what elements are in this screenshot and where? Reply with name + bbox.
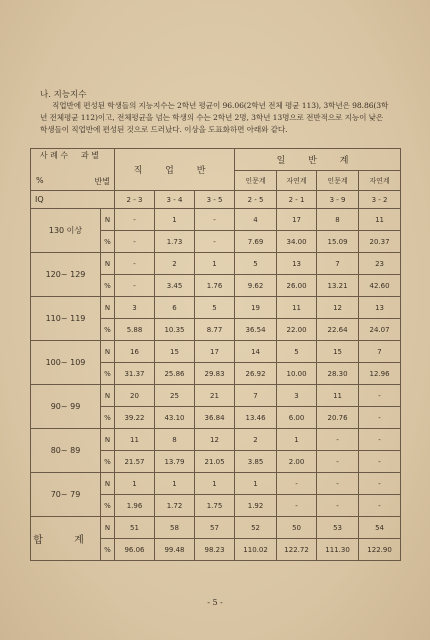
count-marker: N (101, 209, 115, 231)
iq-range-label: 90~ 99 (31, 385, 101, 429)
percent-cell: 29.83 (195, 363, 235, 385)
table-row (31, 429, 401, 451)
count-cell: 13 (359, 297, 401, 319)
class-header: 2 - 3 (115, 191, 155, 209)
percent-cell: 2.00 (277, 451, 317, 473)
page-number: - 5 - (207, 598, 223, 607)
percent-marker: % (101, 275, 115, 297)
count-marker: N (101, 341, 115, 363)
table-row (31, 209, 401, 231)
count-cell: 23 (359, 253, 401, 275)
count-marker: N (101, 385, 115, 407)
table-row (31, 297, 401, 319)
percent-cell: 31.37 (115, 363, 155, 385)
percent-cell: 3.85 (235, 451, 277, 473)
subheader-humanities-2: 인문계 (235, 171, 277, 191)
table-row (31, 473, 401, 495)
percent-cell: 1.75 (195, 495, 235, 517)
count-cell: - (317, 429, 359, 451)
percent-cell: 13.46 (235, 407, 277, 429)
count-cell: 53 (317, 517, 359, 539)
count-cell: - (277, 473, 317, 495)
count-cell: 13 (277, 253, 317, 275)
count-cell: 5 (235, 253, 277, 275)
percent-cell: 7.69 (235, 231, 277, 253)
iq-distribution-table (30, 148, 401, 561)
count-cell: 19 (235, 297, 277, 319)
percent-cell: 96.06 (115, 539, 155, 561)
percent-cell: 24.07 (359, 319, 401, 341)
class-header: 2 - 5 (235, 191, 277, 209)
count-cell: 12 (317, 297, 359, 319)
percent-marker: % (101, 539, 115, 561)
count-cell: 58 (155, 517, 195, 539)
percent-cell: 13.21 (317, 275, 359, 297)
count-cell: - (115, 253, 155, 275)
percent-cell: 12.96 (359, 363, 401, 385)
iq-range-label: 70~ 79 (31, 473, 101, 517)
count-cell: 1 (155, 473, 195, 495)
percent-cell: - (359, 451, 401, 473)
percent-cell: - (317, 451, 359, 473)
percent-cell: 8.77 (195, 319, 235, 341)
count-marker: N (101, 473, 115, 495)
count-cell: 1 (235, 473, 277, 495)
count-cell: 54 (359, 517, 401, 539)
count-cell: 1 (155, 209, 195, 231)
count-cell: 25 (155, 385, 195, 407)
corner-top-left: 사 례 수 (39, 151, 69, 160)
count-cell: 3 (115, 297, 155, 319)
percent-cell: 36.84 (195, 407, 235, 429)
count-cell: 7 (317, 253, 359, 275)
count-cell: 21 (195, 385, 235, 407)
percent-cell: - (277, 495, 317, 517)
body-paragraph: 직업반에 편성된 학생들의 지능지수는 2학년 평균이 96.06(2학년 전체 평균 113), 3학년은 98.86(3학년 전체평균 112)이고, 전체평균을 넘는 학생의 수는 2학년 2명, 3학년 13명으로 전반적으로 지능이 낮은 학생들이 직업반에 편성된 것으로 드러났다. 이상을 도표화하면 아래와 같다. (40, 101, 389, 134)
table-row (31, 517, 401, 539)
count-cell: 4 (235, 209, 277, 231)
count-cell: 12 (195, 429, 235, 451)
percent-cell: - (317, 495, 359, 517)
count-cell: 8 (317, 209, 359, 231)
count-cell: 50 (277, 517, 317, 539)
count-cell: 14 (235, 341, 277, 363)
percent-cell: 1.76 (195, 275, 235, 297)
count-cell: 5 (195, 297, 235, 319)
count-cell: 51 (115, 517, 155, 539)
section-heading: 나. 지능지수 (40, 90, 87, 100)
count-cell: 57 (195, 517, 235, 539)
count-marker: N (101, 429, 115, 451)
percent-cell: 26.00 (277, 275, 317, 297)
count-cell: 1 (115, 473, 155, 495)
percent-marker: % (101, 363, 115, 385)
iq-range-label: 80~ 89 (31, 429, 101, 473)
count-cell: 15 (317, 341, 359, 363)
count-cell: - (195, 209, 235, 231)
count-cell: - (359, 473, 401, 495)
percent-cell: - (359, 407, 401, 429)
iq-range-label: 110~ 119 (31, 297, 101, 341)
percent-cell: 20.37 (359, 231, 401, 253)
percent-cell: 20.76 (317, 407, 359, 429)
count-cell: 16 (115, 341, 155, 363)
percent-cell: 25.86 (155, 363, 195, 385)
subheader-science-3: 자연계 (359, 171, 401, 191)
count-cell: 1 (195, 473, 235, 495)
percent-cell: 122.72 (277, 539, 317, 561)
table-row (31, 253, 401, 275)
percent-cell: 1.92 (235, 495, 277, 517)
percent-marker: % (101, 319, 115, 341)
percent-cell: - (115, 231, 155, 253)
general-group-header: 일 반 계 (235, 149, 401, 171)
percent-cell: 3.45 (155, 275, 195, 297)
iq-range-label: 130 이상 (31, 209, 101, 253)
count-cell: - (359, 385, 401, 407)
count-cell: 2 (155, 253, 195, 275)
corner-bottom-left: % (36, 176, 44, 185)
percent-cell: 99.48 (155, 539, 195, 561)
iq-range-label: 120~ 129 (31, 253, 101, 297)
count-cell: 5 (277, 341, 317, 363)
percent-cell: - (115, 275, 155, 297)
subheader-humanities-3: 인문계 (317, 171, 359, 191)
percent-marker: % (101, 495, 115, 517)
percent-cell: 111.30 (317, 539, 359, 561)
class-header: 3 - 2 (359, 191, 401, 209)
percent-cell: 10.00 (277, 363, 317, 385)
corner-top-right: 과 별 (81, 151, 99, 160)
count-cell: 8 (155, 429, 195, 451)
total-row-label: 합 계 (31, 517, 101, 561)
count-cell: 7 (359, 341, 401, 363)
count-cell: 1 (277, 429, 317, 451)
class-header: 3 - 5 (195, 191, 235, 209)
percent-cell: 110.02 (235, 539, 277, 561)
count-cell: 17 (277, 209, 317, 231)
count-cell: 11 (359, 209, 401, 231)
percent-cell: 36.54 (235, 319, 277, 341)
class-header: 2 - 1 (277, 191, 317, 209)
percent-cell: 21.57 (115, 451, 155, 473)
class-header: 3 - 9 (317, 191, 359, 209)
percent-cell: 13.79 (155, 451, 195, 473)
percent-cell: - (195, 231, 235, 253)
percent-cell: 43.10 (155, 407, 195, 429)
percent-cell: 21.05 (195, 451, 235, 473)
count-cell: - (115, 209, 155, 231)
percent-cell: 22.64 (317, 319, 359, 341)
percent-cell: 6.00 (277, 407, 317, 429)
percent-cell: 22.00 (277, 319, 317, 341)
percent-cell: 26.92 (235, 363, 277, 385)
count-cell: 52 (235, 517, 277, 539)
percent-cell: 5.88 (115, 319, 155, 341)
percent-marker: % (101, 407, 115, 429)
table-row (31, 341, 401, 363)
vocational-group-header: 직 업 반 (115, 149, 235, 191)
percent-marker: % (101, 231, 115, 253)
count-cell: 17 (195, 341, 235, 363)
count-cell: 11 (277, 297, 317, 319)
class-header: 3 - 4 (155, 191, 195, 209)
count-cell: 7 (235, 385, 277, 407)
iq-label: IQ (31, 191, 115, 209)
percent-cell: 98.23 (195, 539, 235, 561)
table-row (31, 385, 401, 407)
percent-cell: 34.00 (277, 231, 317, 253)
percent-cell: 1.96 (115, 495, 155, 517)
count-cell: 15 (155, 341, 195, 363)
count-cell: - (359, 429, 401, 451)
percent-cell: 42.60 (359, 275, 401, 297)
count-cell: 6 (155, 297, 195, 319)
count-cell: 1 (195, 253, 235, 275)
percent-cell: 122.90 (359, 539, 401, 561)
percent-cell: 15.09 (317, 231, 359, 253)
percent-cell: 28.30 (317, 363, 359, 385)
count-marker: N (101, 253, 115, 275)
count-marker: N (101, 297, 115, 319)
subheader-science-2: 자연계 (277, 171, 317, 191)
count-cell: 11 (317, 385, 359, 407)
count-marker: N (101, 517, 115, 539)
percent-marker: % (101, 451, 115, 473)
corner-bottom-right: 반별 (94, 177, 110, 186)
percent-cell: 10.35 (155, 319, 195, 341)
count-cell: - (317, 473, 359, 495)
percent-cell: 39.22 (115, 407, 155, 429)
table-corner-header (31, 149, 115, 191)
percent-cell: - (359, 495, 401, 517)
count-cell: 3 (277, 385, 317, 407)
percent-cell: 9.62 (235, 275, 277, 297)
count-cell: 2 (235, 429, 277, 451)
count-cell: 20 (115, 385, 155, 407)
iq-range-label: 100~ 109 (31, 341, 101, 385)
percent-cell: 1.72 (155, 495, 195, 517)
count-cell: 11 (115, 429, 155, 451)
percent-cell: 1.73 (155, 231, 195, 253)
